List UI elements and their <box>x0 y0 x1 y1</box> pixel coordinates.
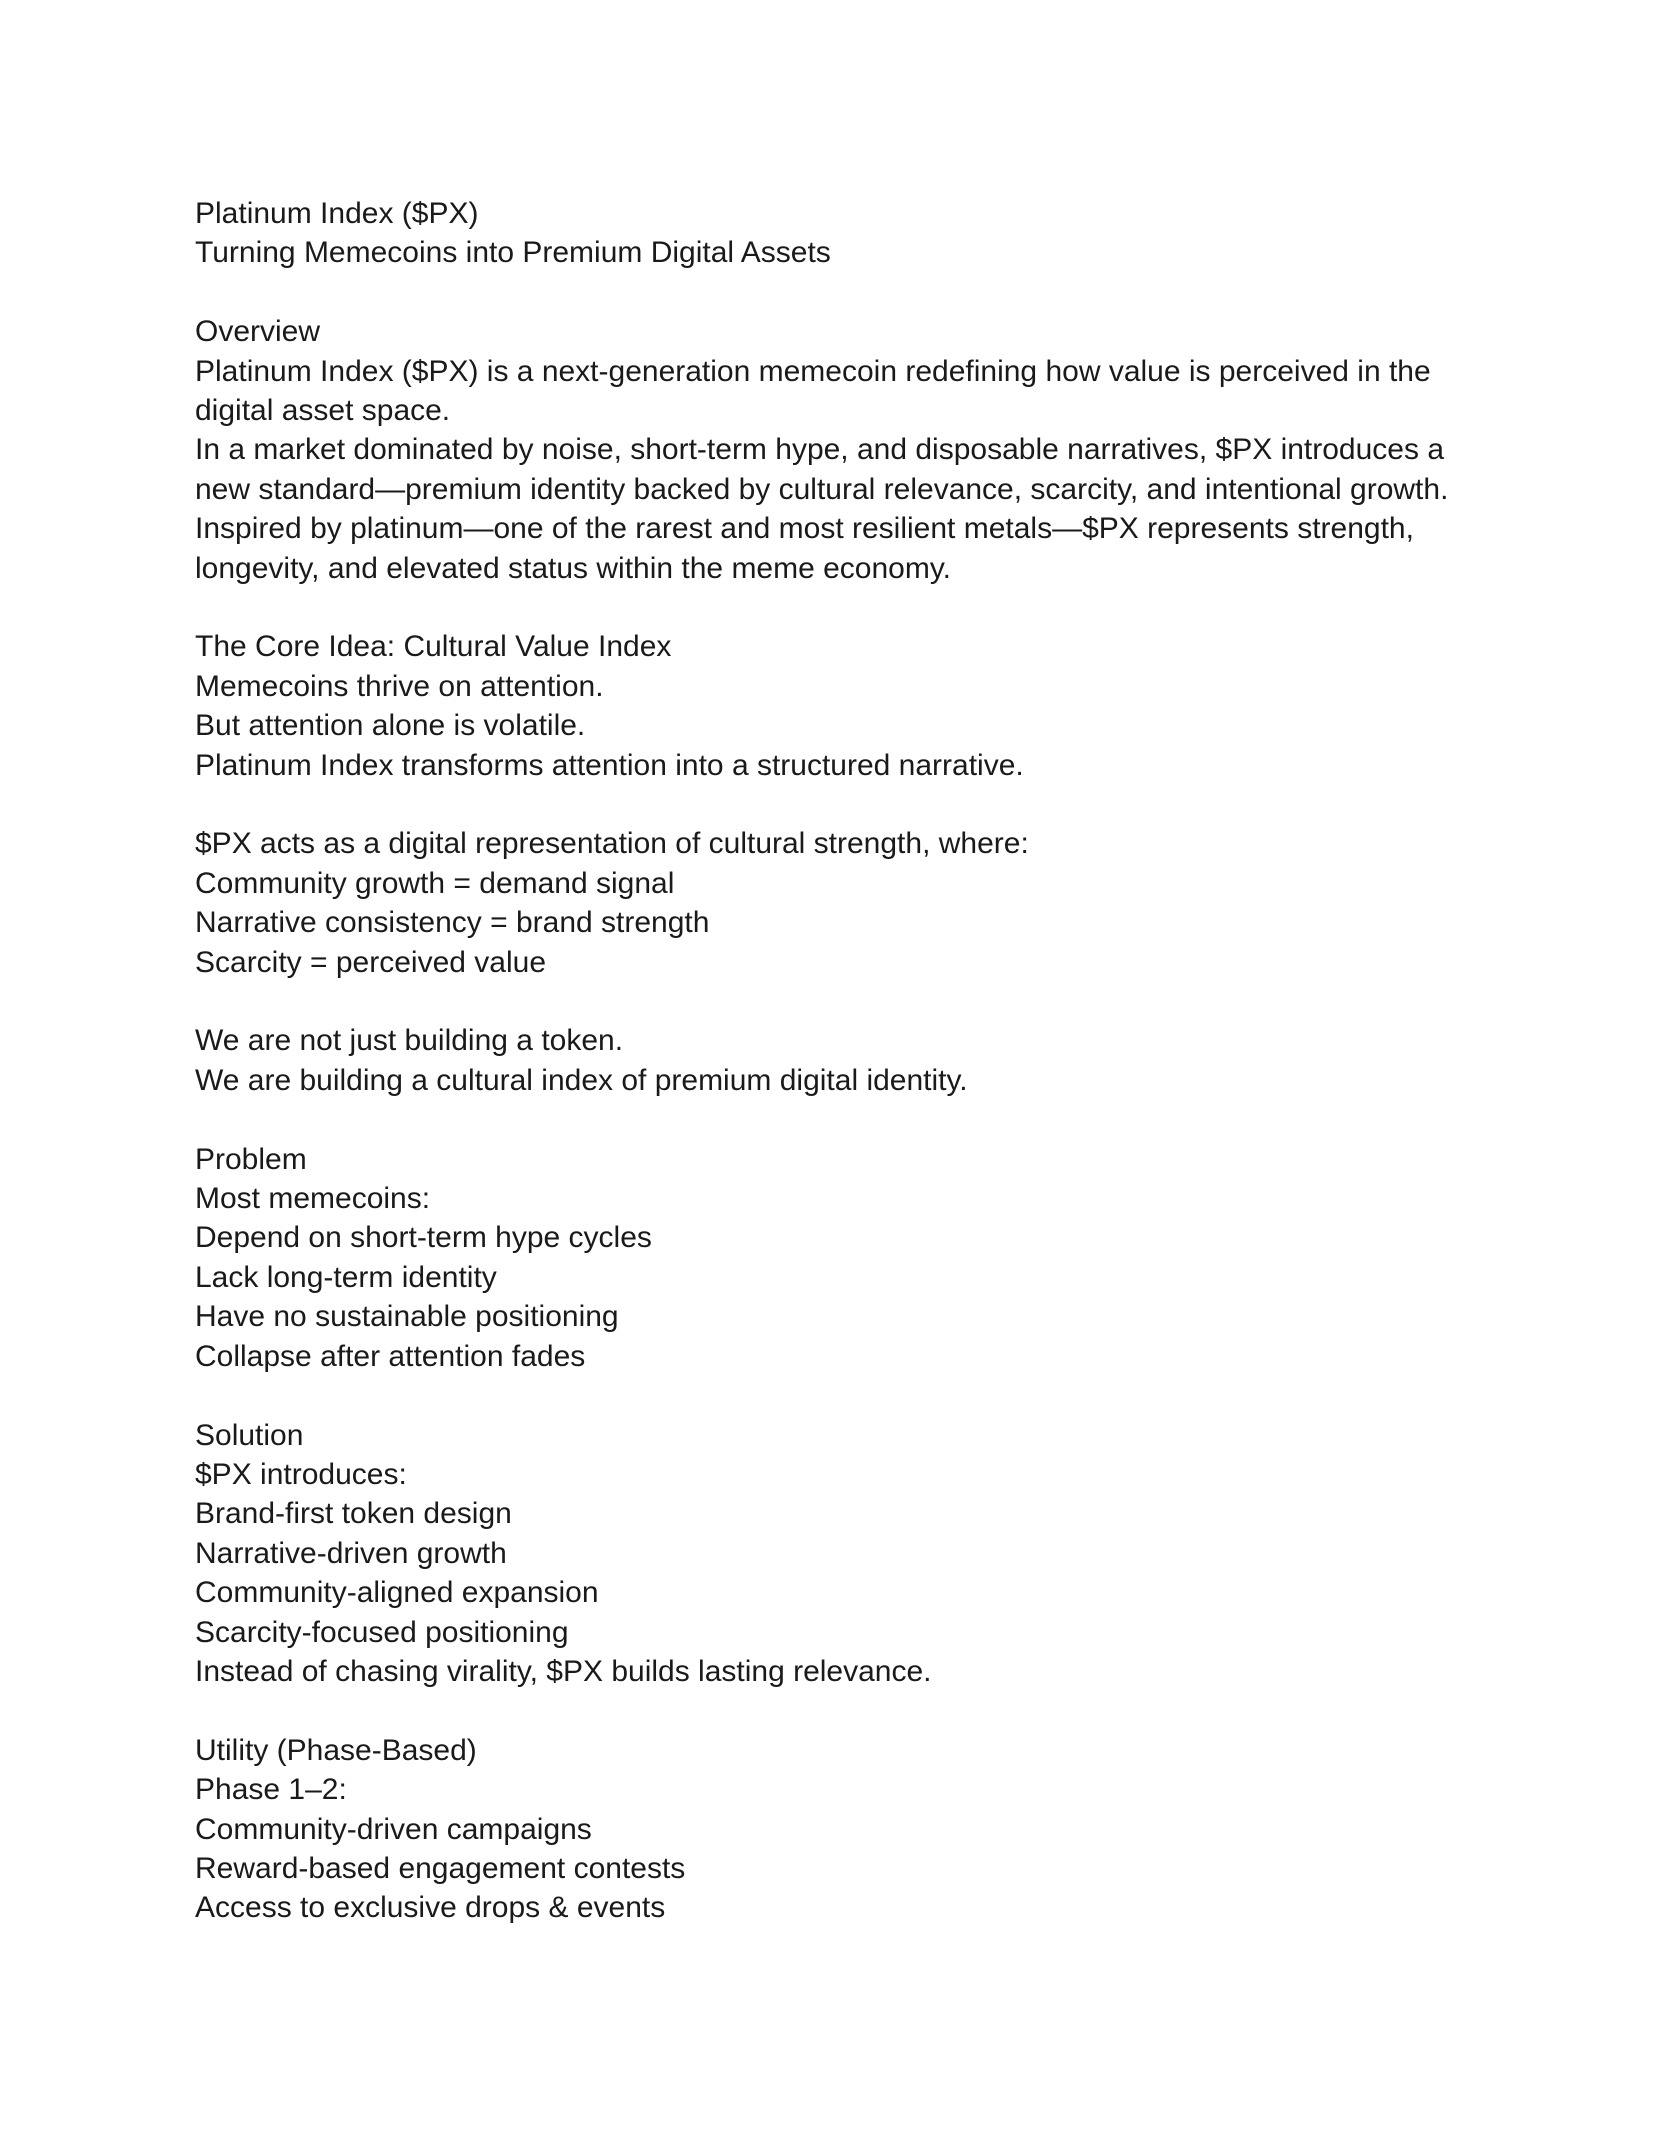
solution-closing: Instead of chasing virality, $PX builds lasting relevance. <box>195 1654 932 1688</box>
overview-line: Platinum Index ($PX) is a next-generation memecoin redefining how value is perceived in the <box>195 354 1431 388</box>
core-idea-item: Community growth = demand signal <box>195 866 675 900</box>
overview-line: longevity, and elevated status within the meme economy. <box>195 551 951 585</box>
spacer <box>195 785 1485 824</box>
solution-item: Narrative-driven growth <box>195 1536 507 1570</box>
core-idea-intro: $PX acts as a digital representation of cultural strength, where: <box>195 827 1029 861</box>
document-subtitle: Turning Memecoins into Premium Digital Assets <box>195 236 831 270</box>
solution-item: Scarcity-focused positioning <box>195 1615 569 1649</box>
problem-item: Collapse after attention fades <box>195 1339 586 1373</box>
problem-item: Lack long-term identity <box>195 1260 497 1294</box>
problem-item: Depend on short-term hype cycles <box>195 1221 652 1255</box>
spacer <box>195 1376 1485 1415</box>
spacer <box>195 273 1485 312</box>
document-title: Platinum Index ($PX) <box>195 197 479 230</box>
spacer <box>195 982 1485 1021</box>
overview-heading: Overview <box>195 315 321 349</box>
overview-line: digital asset space. <box>195 394 451 428</box>
overview-line: Inspired by platinum—one of the rarest and most resilient metals—$PX represents strength, <box>195 512 1414 546</box>
core-idea-item: Scarcity = perceived value <box>195 945 547 979</box>
solution-item: Brand-first token design <box>195 1497 512 1531</box>
utility-item: Community-driven campaigns <box>195 1812 592 1846</box>
problem-heading: Problem <box>195 1142 307 1176</box>
utility-item: Access to exclusive drops & events <box>195 1891 666 1925</box>
solution-item: Community-aligned expansion <box>195 1576 599 1610</box>
spacer <box>195 1691 1485 1730</box>
solution-heading: Solution <box>195 1418 304 1452</box>
utility-heading: Utility (Phase-Based) <box>195 1733 477 1767</box>
spacer <box>195 588 1485 627</box>
problem-intro: Most memecoins: <box>195 1182 431 1216</box>
core-idea-line: But attention alone is volatile. <box>195 709 586 743</box>
document-body <box>195 194 1485 1928</box>
overview-line: new standard—premium identity backed by cultural relevance, scarcity, and intentional growth. <box>195 472 1449 506</box>
core-idea-line: Memecoins thrive on attention. <box>195 669 604 703</box>
utility-item: Reward-based engagement contests <box>195 1851 686 1885</box>
problem-item: Have no sustainable positioning <box>195 1300 619 1334</box>
core-idea-line: Platinum Index transforms attention into a structured narrative. <box>195 748 1024 782</box>
solution-intro: $PX introduces: <box>195 1457 407 1491</box>
overview-line: In a market dominated by noise, short-term hype, and disposable narratives, $PX introduces a <box>195 433 1444 467</box>
utility-phase: Phase 1–2: <box>195 1773 347 1807</box>
core-idea-closing: We are building a cultural index of premium digital identity. <box>195 1063 968 1097</box>
core-idea-heading: The Core Idea: Cultural Value Index <box>195 630 672 664</box>
spacer <box>195 1100 1485 1139</box>
core-idea-item: Narrative consistency = brand strength <box>195 906 710 940</box>
core-idea-closing: We are not just building a token. <box>195 1024 624 1058</box>
